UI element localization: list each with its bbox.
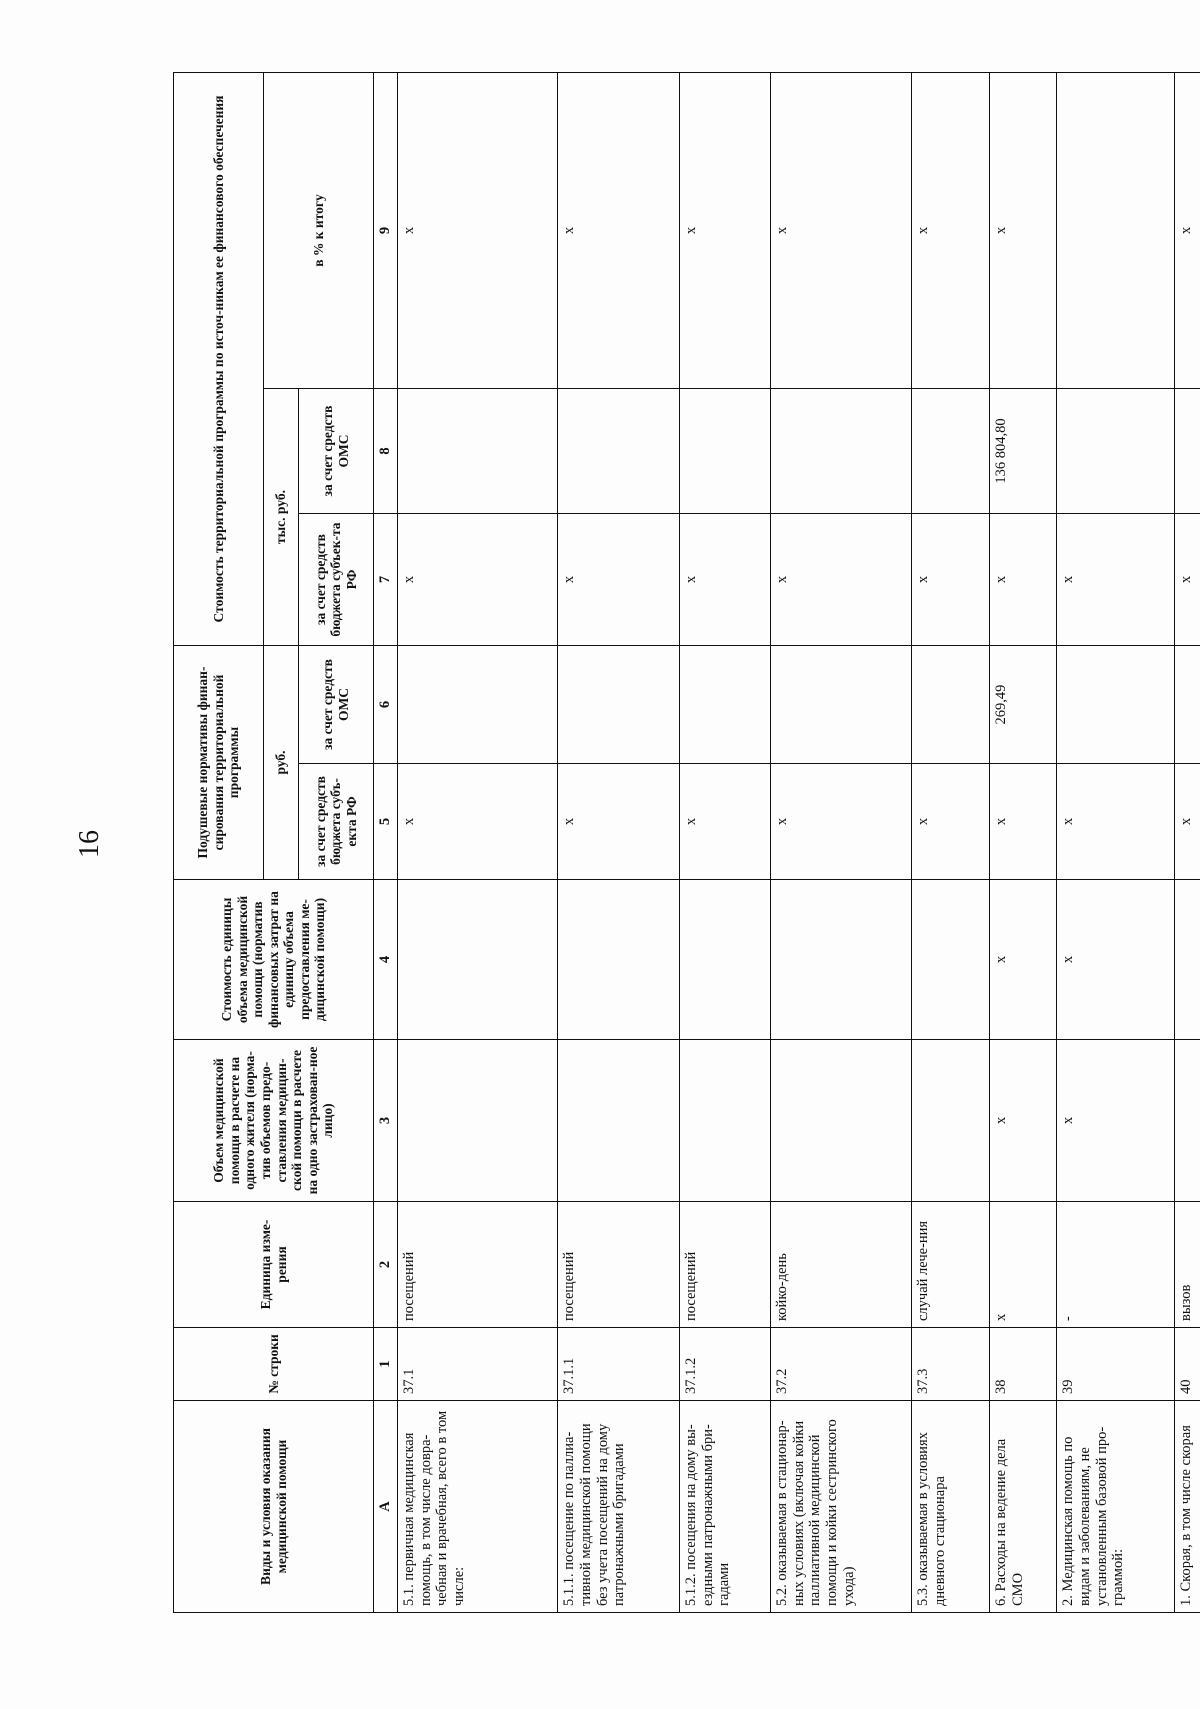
header-col-4: Стоимость единицы объема медицинской помощи (норматив финансовых затрат на единицу объема предоставления ме-дицинской помощи)	[174, 880, 374, 1040]
row-unit-cost	[771, 880, 912, 1040]
header-col-3: Объем медицинской помощи в расчете на одного жителя (норма-тив объемов предо-ставления медицин-ской помощи в расчете на одно застрахован-ное лицо)	[174, 1040, 374, 1202]
page-number: 16	[74, 830, 105, 858]
header-col-a: Виды и условия оказания медицинской помощи	[174, 1401, 374, 1613]
row-per-capita-budget: х	[771, 764, 912, 880]
row-cost-budget: х	[397, 514, 558, 646]
row-cost-oms: 136 804,80	[990, 389, 1057, 514]
row-unit-cost	[397, 880, 558, 1040]
row-cost-budget: х	[558, 514, 680, 646]
column-index-row	[374, 72, 398, 1612]
row-cost-percent	[1057, 72, 1174, 388]
index-cell: 6	[374, 646, 398, 764]
header-group-5-6: Подушевые нормативы финан-сирования территориальной программы	[174, 646, 264, 880]
table-row	[1057, 72, 1174, 1612]
row-unit-cost: х	[1057, 880, 1174, 1040]
table-row	[397, 72, 558, 1612]
index-cell: 7	[374, 514, 398, 646]
row-line-number: 39	[1057, 1328, 1174, 1401]
header-col-1: № строки	[174, 1328, 374, 1401]
row-per-capita-budget: х	[679, 764, 770, 880]
row-cost-percent: х	[1174, 72, 1200, 388]
index-cell: 5	[374, 764, 398, 880]
row-cost-percent: х	[558, 72, 680, 388]
row-label: 1. Скорая, в том числе скорая	[1174, 1401, 1200, 1613]
row-cost-budget: х	[771, 514, 912, 646]
row-label: 6. Расходы на ведение дела СМО	[990, 1401, 1057, 1613]
row-unit: койко-день	[771, 1202, 912, 1328]
row-per-capita-budget: х	[912, 764, 990, 880]
table-row	[679, 72, 770, 1612]
index-cell: 1	[374, 1328, 398, 1401]
row-unit: посещений	[558, 1202, 680, 1328]
row-volume	[771, 1040, 912, 1202]
row-cost-budget: х	[990, 514, 1057, 646]
header-col-7: за счет средств бюджета субъек-та РФ	[299, 514, 374, 646]
header-col-2: Единица изме-рения	[174, 1202, 374, 1328]
row-label: 5.3. оказываемая в условиях дневного стационара	[912, 1401, 990, 1613]
header-col-8: за счет средств ОМС	[299, 389, 374, 514]
row-cost-oms	[679, 389, 770, 514]
row-label: 5.2. оказываемая в стационар-ных условиях (включая койки паллиативной медицинской помощи и койки сестринского ухода)	[771, 1401, 912, 1613]
row-cost-oms	[1174, 389, 1200, 514]
row-unit-cost	[1174, 880, 1200, 1040]
row-unit: вызов	[1174, 1202, 1200, 1328]
header-sub-7-8: тыс. руб.	[264, 389, 299, 646]
row-unit: посещений	[679, 1202, 770, 1328]
row-per-capita-oms	[912, 646, 990, 764]
header-col-9: в % к итогу	[264, 72, 374, 388]
row-cost-oms	[397, 389, 558, 514]
row-line-number: 37.2	[771, 1328, 912, 1401]
row-per-capita-oms	[679, 646, 770, 764]
row-line-number: 40	[1174, 1328, 1200, 1401]
row-cost-oms	[558, 389, 680, 514]
index-cell: 9	[374, 72, 398, 388]
index-cell: 4	[374, 880, 398, 1040]
row-per-capita-oms	[397, 646, 558, 764]
row-per-capita-oms: 269,49	[990, 646, 1057, 764]
row-volume	[1174, 1040, 1200, 1202]
row-line-number: 37.1.1	[558, 1328, 680, 1401]
row-unit-cost: х	[990, 880, 1057, 1040]
row-volume	[558, 1040, 680, 1202]
row-per-capita-oms	[771, 646, 912, 764]
row-line-number: 37.1	[397, 1328, 558, 1401]
row-label: 2. Медицинская помощь по видам и заболеваниям, не установленным базовой про-граммой:	[1057, 1401, 1174, 1613]
row-line-number: 37.1.2	[679, 1328, 770, 1401]
row-label: 5.1.2. посещения на дому вы-ездными патронажными бри-гадами	[679, 1401, 770, 1613]
row-unit-cost	[912, 880, 990, 1040]
table-row	[912, 72, 990, 1612]
row-cost-percent: х	[912, 72, 990, 388]
row-volume: х	[990, 1040, 1057, 1202]
row-volume	[912, 1040, 990, 1202]
header-col-6: за счет средств ОМС	[299, 646, 374, 764]
row-per-capita-oms	[1057, 646, 1174, 764]
row-unit-cost	[558, 880, 680, 1040]
index-cell: 3	[374, 1040, 398, 1202]
row-volume	[679, 1040, 770, 1202]
row-per-capita-budget: х	[1057, 764, 1174, 880]
row-cost-budget: х	[1057, 514, 1174, 646]
row-cost-budget: х	[1174, 514, 1200, 646]
financing-table	[173, 72, 1200, 1613]
table-row	[771, 72, 912, 1612]
row-per-capita-oms	[1174, 646, 1200, 764]
row-label: 5.1. первичная медицинская помощь, в том числе довра-чебная и врачебная, всего в том числе:	[397, 1401, 558, 1613]
row-cost-percent: х	[397, 72, 558, 388]
row-per-capita-budget: х	[558, 764, 680, 880]
row-per-capita-oms	[558, 646, 680, 764]
row-per-capita-budget: х	[397, 764, 558, 880]
row-unit: посещений	[397, 1202, 558, 1328]
row-label: 5.1.1. посещение по паллиа-тивной медицинской помощи без учета посещений на дому патронажными бригадами	[558, 1401, 680, 1613]
row-unit: х	[990, 1202, 1057, 1328]
row-unit-cost	[679, 880, 770, 1040]
row-volume: х	[1057, 1040, 1174, 1202]
header-col-5: за счет средств бюджета субъ-екта РФ	[299, 764, 374, 880]
row-per-capita-budget: х	[1174, 764, 1200, 880]
index-cell: 2	[374, 1202, 398, 1328]
table-row	[990, 72, 1057, 1612]
row-cost-budget: х	[912, 514, 990, 646]
index-cell: А	[374, 1401, 398, 1613]
row-cost-percent: х	[990, 72, 1057, 388]
row-volume	[397, 1040, 558, 1202]
header-group-7-9: Стоимость территориальной программы по источ-никам ее финансового обеспечения	[174, 72, 264, 645]
row-per-capita-budget: х	[990, 764, 1057, 880]
row-unit: -	[1057, 1202, 1174, 1328]
row-cost-percent: х	[771, 72, 912, 388]
header-sub-5-6: руб.	[264, 646, 299, 880]
index-cell: 8	[374, 389, 398, 514]
row-cost-oms	[912, 389, 990, 514]
row-line-number: 37.3	[912, 1328, 990, 1401]
row-cost-percent: х	[679, 72, 770, 388]
row-cost-oms	[771, 389, 912, 514]
row-unit: случай лече-ния	[912, 1202, 990, 1328]
rotated-table-container	[173, 73, 1200, 1613]
row-cost-budget: х	[679, 514, 770, 646]
table-row	[1174, 72, 1200, 1612]
row-cost-oms	[1057, 389, 1174, 514]
row-line-number: 38	[990, 1328, 1057, 1401]
table-row	[558, 72, 680, 1612]
